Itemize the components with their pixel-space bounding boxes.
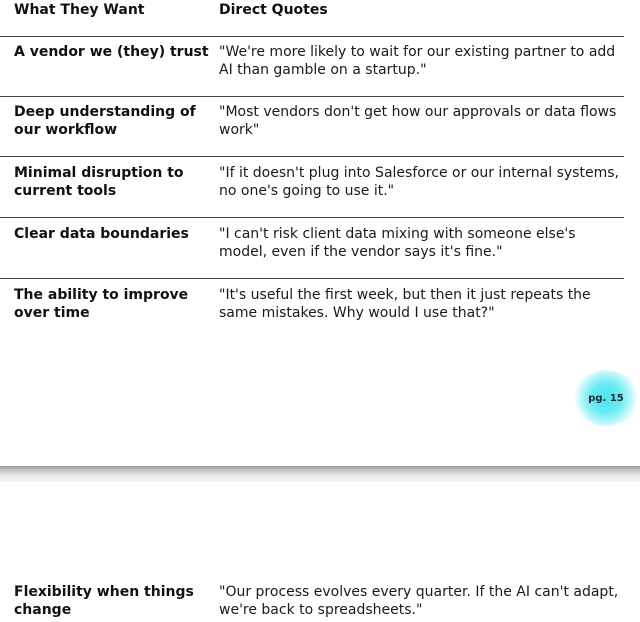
want-cell: The ability to improve over time — [14, 287, 189, 321]
table-row — [0, 97, 624, 157]
column-header-direct-quotes: Direct Quotes — [219, 2, 328, 18]
want-cell: Deep understanding of our workflow — [14, 104, 196, 138]
want-cell: A vendor we (they) trust — [14, 44, 209, 60]
document-page-next — [0, 482, 640, 622]
table-row — [0, 37, 624, 97]
want-cell: Flexibility when things change — [14, 584, 194, 618]
table-header — [0, 0, 624, 37]
column-header-what-they-want: What They Want — [14, 2, 145, 18]
page-number-badge: pg. 15 — [574, 370, 638, 426]
quote-cell: "It's useful the first week, but then it just repeats the same mistakes. Why would I use that?" — [219, 287, 591, 321]
want-cell: Minimal disruption to current tools — [14, 165, 184, 199]
table-row — [0, 582, 624, 622]
table-row — [0, 218, 624, 279]
table-row — [0, 157, 624, 218]
quote-cell: "If it doesn't plug into Salesforce or our internal systems, no one's going to use it." — [219, 165, 619, 199]
want-cell: Clear data boundaries — [14, 226, 189, 242]
quote-cell: "Our process evolves every quarter. If the AI can't adapt, we're back to spreadsheets." — [219, 584, 619, 618]
quote-cell: "Most vendors don't get how our approvals or data flows work" — [219, 104, 617, 138]
page-break-divider — [0, 466, 640, 482]
table-row — [0, 279, 624, 339]
quote-cell: "We're more likely to wait for our existing partner to add AI than gamble on a startup." — [219, 44, 616, 78]
quote-cell: "I can't risk client data mixing with someone else's model, even if the vendor says it's fine." — [219, 226, 576, 260]
